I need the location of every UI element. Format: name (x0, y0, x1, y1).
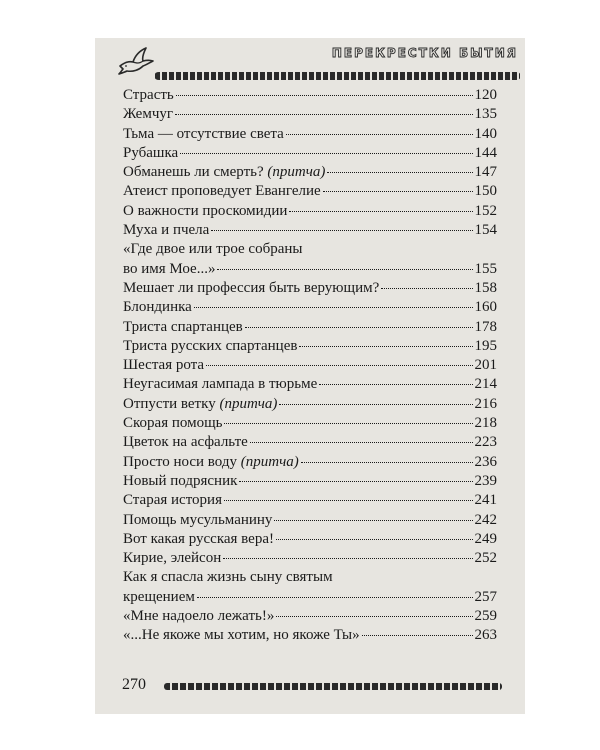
table-of-contents (123, 86, 497, 646)
toc-entry-page: 195 (474, 337, 497, 354)
dot-leader (224, 500, 473, 501)
footer-ornament-rule (164, 683, 502, 690)
toc-entry-page: 218 (474, 415, 497, 432)
toc-entry-page: 140 (474, 125, 497, 142)
toc-entry (123, 202, 497, 221)
toc-entry (123, 221, 497, 240)
toc-entry-title: Обманешь ли смерть? (притча) (123, 164, 326, 181)
toc-entry-title: Старая история (123, 492, 222, 509)
dot-leader (197, 597, 473, 598)
dot-leader (274, 520, 472, 521)
toc-entry-page: 214 (474, 376, 497, 393)
toc-entry-page: 178 (474, 318, 497, 335)
toc-entry-page: 155 (474, 260, 497, 277)
toc-entry (123, 530, 497, 549)
toc-entry-title: Неугасимая лампада в тюрьме (123, 376, 318, 393)
toc-entry (123, 549, 497, 568)
toc-entry (123, 395, 497, 414)
dot-leader (276, 539, 473, 540)
toc-entry-title: Жемчуг (123, 106, 174, 123)
dot-leader (211, 230, 472, 231)
dot-leader (362, 635, 473, 636)
toc-entry-title: Новый подрясник (123, 472, 238, 489)
toc-entry (123, 433, 497, 452)
toc-entry (123, 453, 497, 472)
toc-entry (123, 318, 497, 337)
dot-leader (245, 327, 473, 328)
dot-leader (176, 95, 473, 96)
toc-entry-title: Триста спартанцев (123, 318, 243, 335)
toc-entry-page: 201 (474, 357, 497, 374)
toc-entry (123, 86, 497, 105)
toc-entry (123, 182, 497, 201)
dot-leader (279, 404, 472, 405)
dot-leader (217, 269, 472, 270)
toc-entry-page: 135 (474, 106, 497, 123)
toc-entry-note: (притча) (267, 164, 326, 181)
toc-entry-page: 249 (474, 530, 497, 547)
toc-entry (123, 491, 497, 510)
toc-entry-title: О важности проскомидии (123, 202, 288, 219)
toc-entry (123, 414, 497, 433)
page-number: 270 (122, 676, 146, 693)
toc-entry-page: 252 (474, 550, 497, 567)
toc-entry-page: 160 (474, 299, 497, 316)
toc-entry (123, 588, 497, 607)
toc-entry-title: Триста русских спартанцев (123, 337, 298, 354)
toc-entry-title: Шестая рота (123, 357, 205, 374)
toc-entry (123, 163, 497, 182)
dot-leader (276, 616, 472, 617)
toc-entry-title: крещением (123, 588, 195, 605)
dot-leader (175, 114, 472, 115)
dot-leader (194, 307, 473, 308)
toc-entry (123, 375, 497, 394)
dot-leader (250, 442, 473, 443)
dot-leader (239, 481, 472, 482)
toc-entry-page: 239 (474, 472, 497, 489)
toc-entry-title: Рубашка (123, 144, 179, 161)
toc-entry-title: Скорая помощь (123, 415, 223, 432)
toc-entry-title: Муха и пчела (123, 222, 210, 239)
toc-entry (123, 472, 497, 491)
toc-entry-page: 154 (474, 222, 497, 239)
toc-entry-title: «Мне надоело лежать!» (123, 608, 275, 625)
dot-leader (299, 346, 472, 347)
toc-entry-page: 236 (474, 453, 497, 470)
toc-entry-note: (притча) (219, 395, 278, 412)
page-footer (122, 676, 502, 696)
dot-leader (286, 134, 473, 135)
running-header (115, 42, 520, 84)
toc-entry-title: Кирие, элейсон (123, 550, 222, 567)
toc-entry (123, 337, 497, 356)
toc-entry-page: 241 (474, 492, 497, 509)
toc-entry (123, 626, 497, 645)
toc-entry-page: 120 (474, 87, 497, 103)
toc-entry-title: Помощь мусульманину (123, 511, 273, 528)
dot-leader (206, 365, 472, 366)
dot-leader (301, 462, 473, 463)
toc-entry-page: 152 (474, 202, 497, 219)
dot-leader (224, 423, 472, 424)
toc-entry-title: Вот какая русская вера! (123, 530, 274, 547)
dot-leader (323, 191, 473, 192)
toc-entry-page: 257 (474, 588, 497, 605)
toc-entry-page: 259 (474, 608, 497, 625)
dove-icon (117, 46, 155, 76)
toc-entry (123, 144, 497, 163)
toc-entry (123, 279, 497, 298)
toc-entry-page: 147 (474, 164, 497, 181)
toc-entry-page: 158 (474, 279, 497, 296)
toc-entry-title: Цветок на асфальте (123, 434, 248, 451)
dot-leader (327, 172, 472, 173)
toc-entry (123, 356, 497, 375)
series-title: ПЕРЕКРЕСТКИ БЫТИЯ (331, 46, 518, 60)
toc-entry-title: Просто носи воду (притча) (123, 453, 299, 470)
toc-entry (123, 568, 497, 587)
toc-entry-title: Блондинка (123, 299, 192, 316)
toc-entry (123, 607, 497, 626)
toc-entry (123, 511, 497, 530)
toc-entry-title: Мешает ли профессия быть верующим? (123, 279, 380, 296)
toc-entry-title: Отпусти ветку (притча) (123, 395, 278, 412)
toc-entry-note: (притча) (240, 453, 299, 470)
header-ornament-rule (155, 70, 520, 82)
toc-entry-title: «...Не якоже мы хотим, но якоже Ты» (123, 627, 360, 644)
toc-entry (123, 298, 497, 317)
toc-entry-title: «Где двое или трое собраны (123, 241, 303, 258)
toc-entry (123, 105, 497, 124)
toc-entry-page: 223 (474, 434, 497, 451)
toc-entry-title: во имя Мое...» (123, 260, 216, 277)
toc-entry-title: Тьма — отсутствие света (123, 125, 284, 142)
dot-leader (180, 153, 472, 154)
toc-entry-page: 242 (474, 511, 497, 528)
toc-entry-page: 144 (474, 144, 497, 161)
dot-leader (381, 288, 472, 289)
toc-entry-page: 150 (474, 183, 497, 200)
toc-entry-page: 263 (474, 627, 497, 644)
toc-entry (123, 240, 497, 259)
toc-entry (123, 125, 497, 144)
dot-leader (319, 384, 472, 385)
toc-entry-title: Как я спасла жизнь сыну святым (123, 569, 333, 586)
toc-entry-page: 216 (474, 395, 497, 412)
toc-entry-title: Атеист проповедует Евангелие (123, 183, 321, 200)
dot-leader (289, 211, 472, 212)
toc-entry (123, 260, 497, 279)
dot-leader (223, 558, 472, 559)
toc-entry-title: Страсть (123, 87, 174, 103)
